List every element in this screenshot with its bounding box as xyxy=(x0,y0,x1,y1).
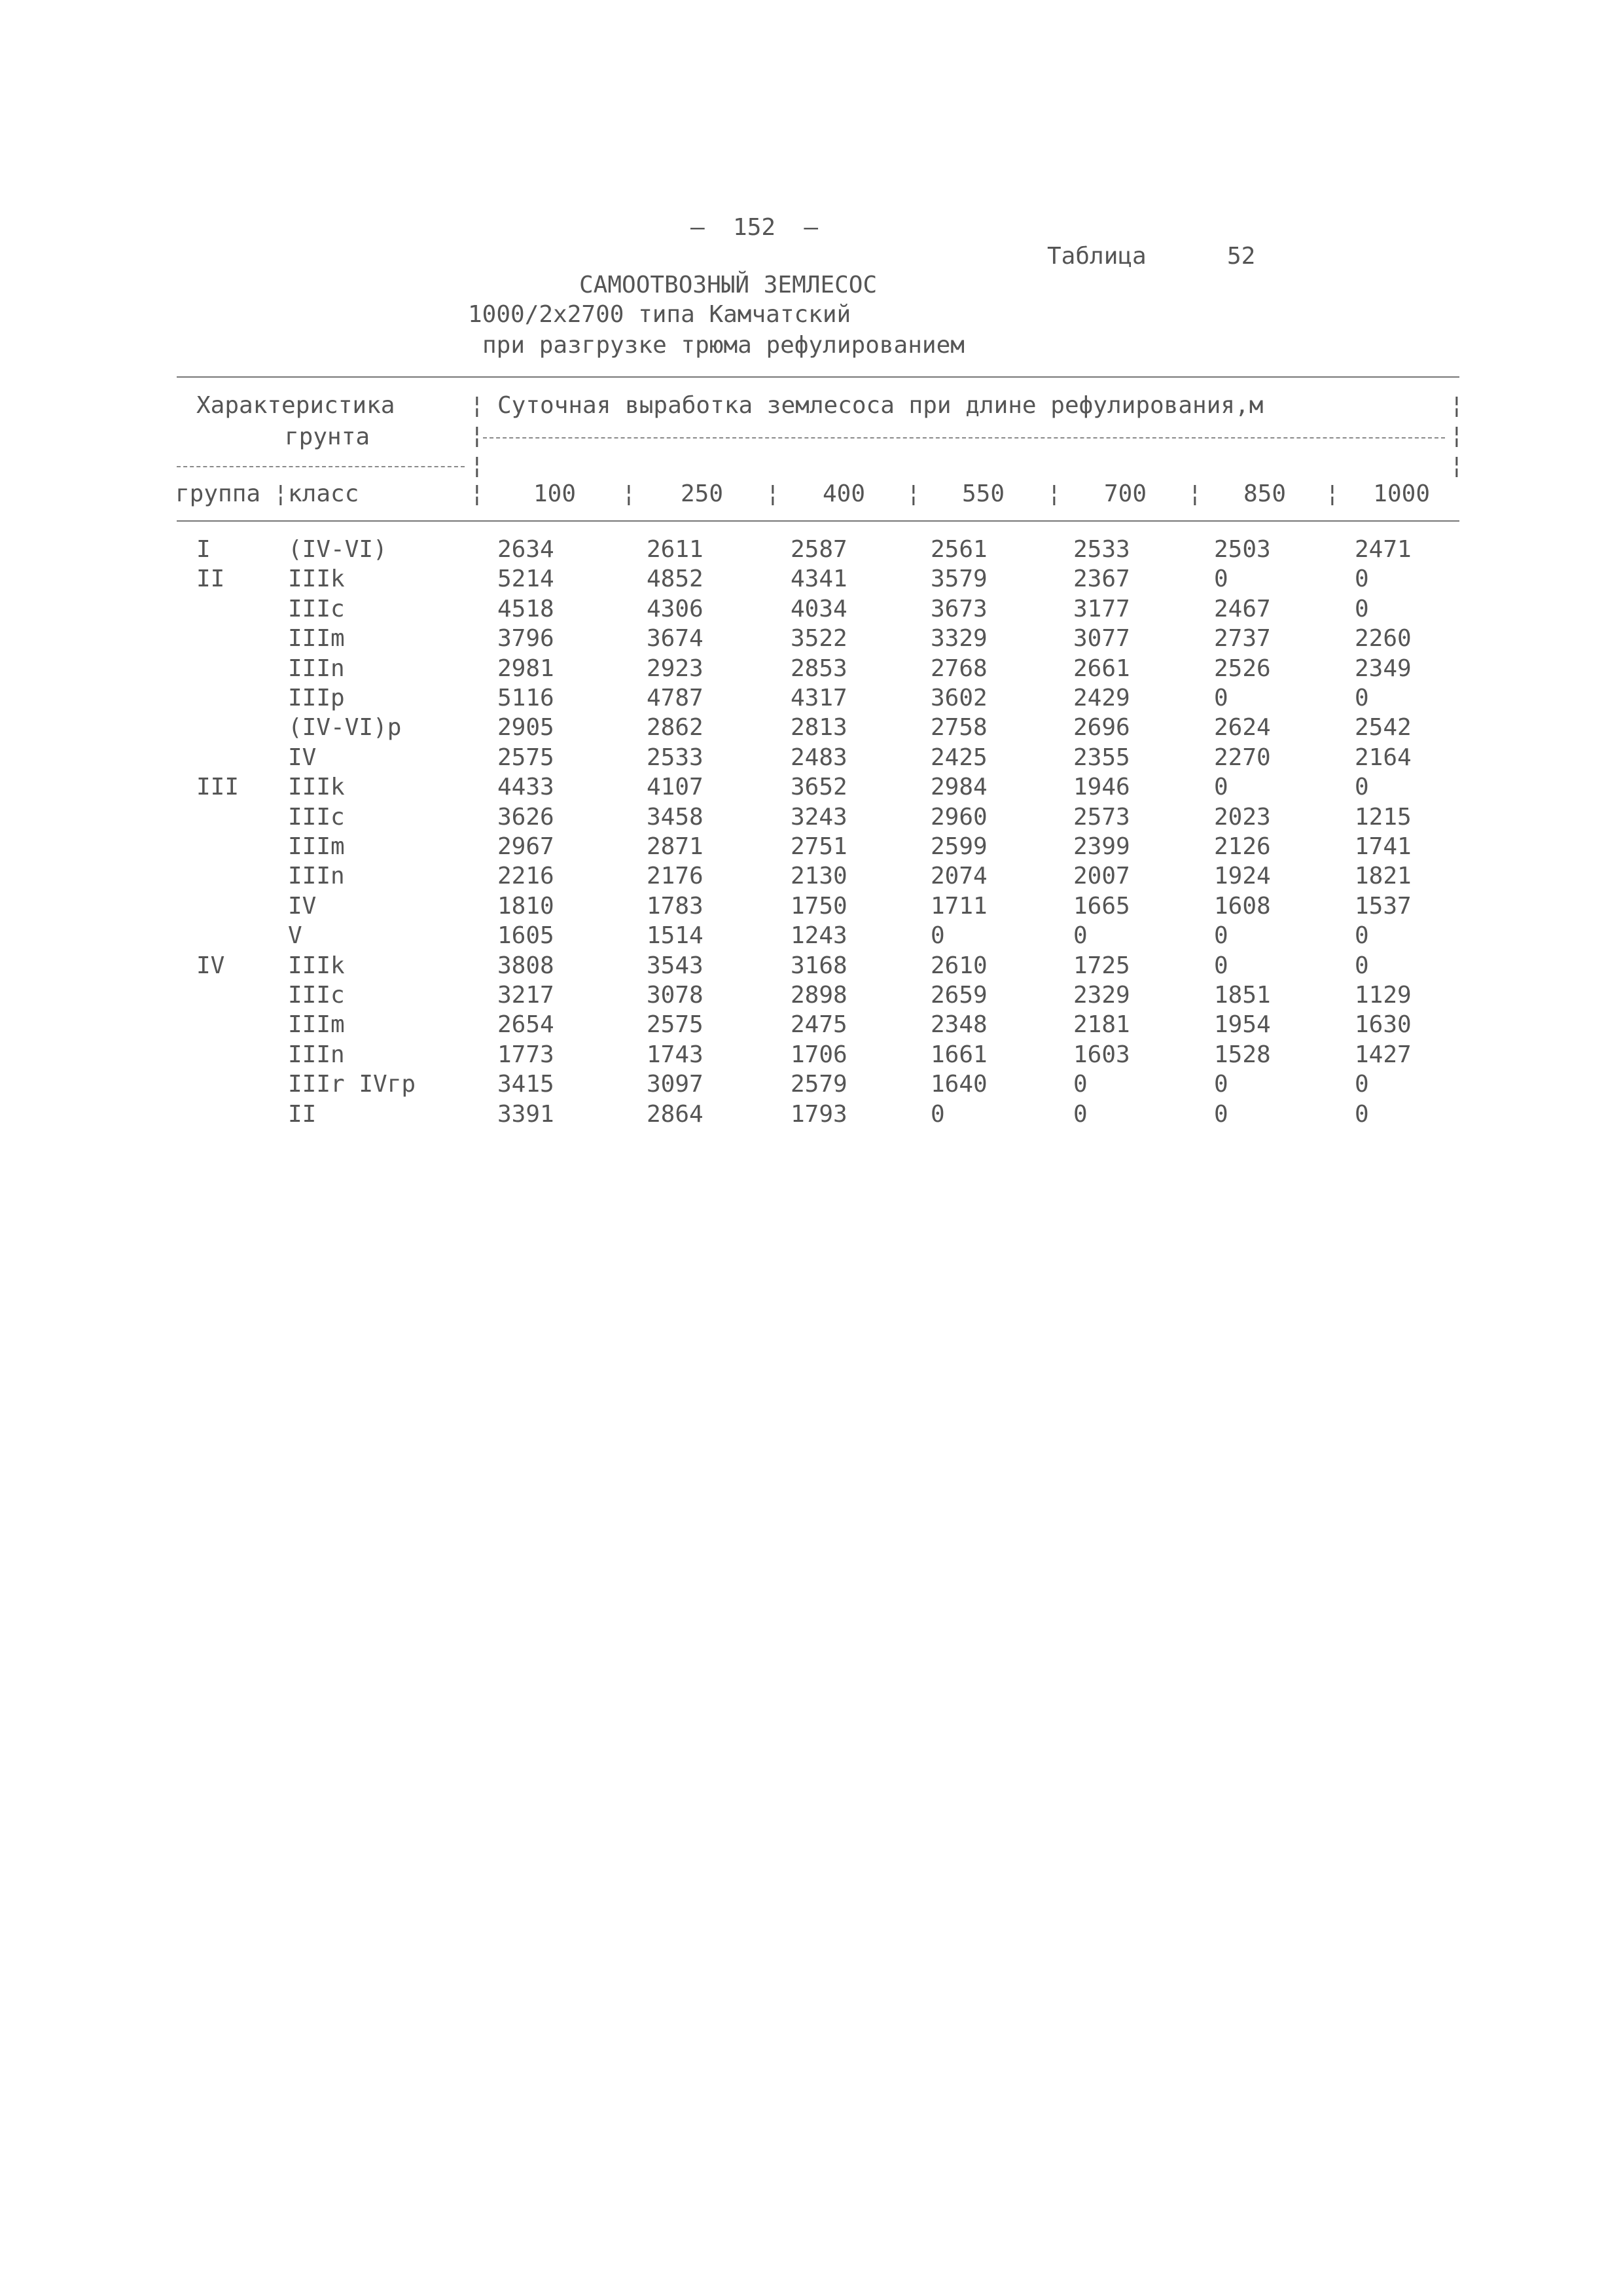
cell-class: IIIn xyxy=(288,863,345,889)
cell-class: (IV-VI) xyxy=(288,536,387,563)
cell-value: 2164 xyxy=(1355,744,1412,771)
cell-class: IIIm xyxy=(288,1011,345,1038)
cell-value: 0 xyxy=(931,1101,945,1128)
cell-value: 4306 xyxy=(647,596,704,622)
cell-value: 3391 xyxy=(497,1101,554,1128)
cell-value: 2561 xyxy=(931,536,988,563)
cell-class: IIIk xyxy=(288,952,345,979)
cell-value: 2967 xyxy=(497,833,554,860)
cell-value: 3602 xyxy=(931,685,988,711)
cell-class: IIIr IVгр xyxy=(288,1071,416,1098)
cell-value: 0 xyxy=(1214,952,1228,979)
cell-value: 0 xyxy=(1355,922,1369,949)
cell-value: 2425 xyxy=(931,744,988,771)
cell-value: 1725 xyxy=(1073,952,1130,979)
cell-value: 3177 xyxy=(1073,596,1130,622)
cell-value: 1640 xyxy=(931,1071,988,1098)
cell-value: 2575 xyxy=(647,1011,704,1038)
header-separator: ¦ xyxy=(470,480,484,507)
cell-value: 2355 xyxy=(1073,744,1130,771)
cell-value: 3543 xyxy=(647,952,704,979)
title-line-1: САМООТВОЗНЫЙ ЗЕМЛЕСОС xyxy=(579,272,878,298)
cell-value: 0 xyxy=(1073,922,1088,949)
cell-value: 3243 xyxy=(791,804,847,831)
cell-value: 2471 xyxy=(1355,536,1412,563)
cell-value: 1514 xyxy=(647,922,704,949)
cell-value: 2960 xyxy=(931,804,988,831)
cell-value: 2579 xyxy=(791,1071,847,1098)
cell-class: IIIc xyxy=(288,982,345,1009)
cell-value: 2871 xyxy=(647,833,704,860)
header-separator: ¦ xyxy=(274,480,288,507)
header-dashed-rule xyxy=(483,437,1445,439)
cell-value: 2575 xyxy=(497,744,554,771)
table-top-rule xyxy=(177,376,1459,378)
cell-value: 3522 xyxy=(791,625,847,652)
cell-value: 4317 xyxy=(791,685,847,711)
cell-value: 1528 xyxy=(1214,1041,1271,1068)
cell-class: II xyxy=(288,1101,317,1128)
header-daily-output: Суточная выработка землесоса при длине рефулирования,м xyxy=(497,392,1264,419)
header-distance: 250 xyxy=(680,480,723,507)
cell-value: 3415 xyxy=(497,1071,554,1098)
cell-class: V xyxy=(288,922,302,949)
cell-value: 2270 xyxy=(1214,744,1271,771)
cell-value: 4518 xyxy=(497,596,554,622)
cell-class: IV xyxy=(288,744,317,771)
cell-value: 1773 xyxy=(497,1041,554,1068)
cell-value: 0 xyxy=(1355,952,1369,979)
header-soil-characteristic-line1: Характеристика xyxy=(196,392,395,419)
header-distance: 400 xyxy=(822,480,865,507)
cell-value: 2611 xyxy=(647,536,704,563)
cell-value: 1750 xyxy=(791,893,847,920)
header-separator: ¦ xyxy=(1188,480,1202,507)
cell-value: 2661 xyxy=(1073,655,1130,682)
cell-class: IIIk xyxy=(288,774,345,800)
cell-value: 3652 xyxy=(791,774,847,800)
cell-value: 3626 xyxy=(497,804,554,831)
cell-value: 3674 xyxy=(647,625,704,652)
cell-class: IV xyxy=(288,893,317,920)
cell-value: 2737 xyxy=(1214,625,1271,652)
header-separator: ¦ xyxy=(766,480,780,507)
cell-value: 2768 xyxy=(931,655,988,682)
cell-value: 1605 xyxy=(497,922,554,949)
cell-value: 0 xyxy=(1214,565,1228,592)
cell-value: 2367 xyxy=(1073,565,1130,592)
cell-value: 1630 xyxy=(1355,1011,1412,1038)
cell-value: 3458 xyxy=(647,804,704,831)
cell-value: 0 xyxy=(1073,1101,1088,1128)
header-separator: ¦ xyxy=(1450,422,1464,449)
table-number: 52 xyxy=(1227,243,1256,270)
cell-value: 2074 xyxy=(931,863,988,889)
cell-value: 0 xyxy=(1355,1071,1369,1098)
header-distance: 550 xyxy=(961,480,1005,507)
title-line-2: 1000/2x2700 типа Камчатский xyxy=(468,301,851,328)
cell-value: 0 xyxy=(1214,1101,1228,1128)
cell-value: 0 xyxy=(1355,565,1369,592)
header-bottom-rule xyxy=(177,520,1459,522)
cell-value: 2023 xyxy=(1214,804,1271,831)
table-label: Таблица xyxy=(1047,243,1147,270)
cell-value: 2853 xyxy=(791,655,847,682)
cell-class: IIIc xyxy=(288,804,345,831)
cell-value: 2599 xyxy=(931,833,988,860)
cell-value: 3579 xyxy=(931,565,988,592)
cell-group: I xyxy=(196,536,211,563)
cell-value: 2981 xyxy=(497,655,554,682)
cell-value: 3078 xyxy=(647,982,704,1009)
cell-value: 2573 xyxy=(1073,804,1130,831)
cell-value: 3097 xyxy=(647,1071,704,1098)
cell-value: 2126 xyxy=(1214,833,1271,860)
cell-value: 1608 xyxy=(1214,893,1271,920)
header-separator: ¦ xyxy=(1325,480,1340,507)
cell-class: IIIn xyxy=(288,1041,345,1068)
cell-value: 2542 xyxy=(1355,714,1412,741)
cell-value: 5214 xyxy=(497,565,554,592)
cell-value: 3217 xyxy=(497,982,554,1009)
header-separator: ¦ xyxy=(470,392,484,419)
cell-value: 2905 xyxy=(497,714,554,741)
cell-value: 1243 xyxy=(791,922,847,949)
header-separator: ¦ xyxy=(1450,452,1464,479)
cell-value: 2176 xyxy=(647,863,704,889)
cell-value: 3329 xyxy=(931,625,988,652)
cell-value: 4034 xyxy=(791,596,847,622)
cell-value: 3077 xyxy=(1073,625,1130,652)
cell-class: IIIk xyxy=(288,565,345,592)
cell-value: 2216 xyxy=(497,863,554,889)
cell-value: 2624 xyxy=(1214,714,1271,741)
cell-value: 2329 xyxy=(1073,982,1130,1009)
cell-value: 0 xyxy=(1073,1071,1088,1098)
cell-value: 2260 xyxy=(1355,625,1412,652)
cell-value: 1215 xyxy=(1355,804,1412,831)
cell-value: 2483 xyxy=(791,744,847,771)
cell-group: III xyxy=(196,774,240,800)
cell-value: 3796 xyxy=(497,625,554,652)
header-separator: ¦ xyxy=(470,452,484,479)
cell-value: 1793 xyxy=(791,1101,847,1128)
cell-value: 2634 xyxy=(497,536,554,563)
cell-value: 2864 xyxy=(647,1101,704,1128)
cell-value: 2429 xyxy=(1073,685,1130,711)
cell-value: 2587 xyxy=(791,536,847,563)
cell-value: 2130 xyxy=(791,863,847,889)
cell-value: 4107 xyxy=(647,774,704,800)
cell-value: 1129 xyxy=(1355,982,1412,1009)
cell-value: 0 xyxy=(1214,922,1228,949)
cell-value: 2898 xyxy=(791,982,847,1009)
cell-value: 2813 xyxy=(791,714,847,741)
header-separator: ¦ xyxy=(906,480,921,507)
cell-value: 2533 xyxy=(1073,536,1130,563)
cell-value: 1851 xyxy=(1214,982,1271,1009)
cell-value: 0 xyxy=(931,922,945,949)
cell-value: 2758 xyxy=(931,714,988,741)
cell-value: 1741 xyxy=(1355,833,1412,860)
cell-value: 0 xyxy=(1355,1101,1369,1128)
cell-value: 2923 xyxy=(647,655,704,682)
cell-value: 5116 xyxy=(497,685,554,711)
cell-value: 2181 xyxy=(1073,1011,1130,1038)
header-distance: 850 xyxy=(1243,480,1286,507)
cell-value: 0 xyxy=(1355,596,1369,622)
cell-value: 4852 xyxy=(647,565,704,592)
cell-value: 1821 xyxy=(1355,863,1412,889)
cell-class: IIIn xyxy=(288,655,345,682)
cell-value: 3673 xyxy=(931,596,988,622)
cell-value: 3808 xyxy=(497,952,554,979)
cell-value: 2399 xyxy=(1073,833,1130,860)
cell-value: 1665 xyxy=(1073,893,1130,920)
cell-value: 4433 xyxy=(497,774,554,800)
cell-value: 2610 xyxy=(931,952,988,979)
cell-value: 2659 xyxy=(931,982,988,1009)
cell-value: 1783 xyxy=(647,893,704,920)
cell-value: 4787 xyxy=(647,685,704,711)
cell-value: 2475 xyxy=(791,1011,847,1038)
cell-value: 1706 xyxy=(791,1041,847,1068)
header-group: группа xyxy=(175,480,261,507)
cell-value: 4341 xyxy=(791,565,847,592)
cell-value: 3168 xyxy=(791,952,847,979)
cell-value: 2696 xyxy=(1073,714,1130,741)
cell-value: 1743 xyxy=(647,1041,704,1068)
cell-value: 1537 xyxy=(1355,893,1412,920)
cell-value: 2467 xyxy=(1214,596,1271,622)
cell-value: 1661 xyxy=(931,1041,988,1068)
cell-group: IV xyxy=(196,952,225,979)
cell-value: 1711 xyxy=(931,893,988,920)
header-separator: ¦ xyxy=(622,480,636,507)
cell-value: 0 xyxy=(1355,685,1369,711)
cell-value: 2007 xyxy=(1073,863,1130,889)
header-separator: ¦ xyxy=(1047,480,1061,507)
cell-value: 1427 xyxy=(1355,1041,1412,1068)
cell-value: 0 xyxy=(1214,685,1228,711)
header-distance: 1000 xyxy=(1373,480,1430,507)
header-dashed-rule xyxy=(177,466,465,467)
cell-value: 1954 xyxy=(1214,1011,1271,1038)
cell-value: 2984 xyxy=(931,774,988,800)
cell-value: 0 xyxy=(1214,774,1228,800)
cell-value: 1603 xyxy=(1073,1041,1130,1068)
cell-value: 2533 xyxy=(647,744,704,771)
cell-value: 2654 xyxy=(497,1011,554,1038)
cell-value: 2526 xyxy=(1214,655,1271,682)
cell-group: II xyxy=(196,565,225,592)
cell-class: IIIm xyxy=(288,625,345,652)
cell-value: 1946 xyxy=(1073,774,1130,800)
cell-class: IIIp xyxy=(288,685,345,711)
header-distance: 100 xyxy=(533,480,576,507)
header-class: класс xyxy=(288,480,359,507)
cell-value: 1924 xyxy=(1214,863,1271,889)
cell-class: IIIc xyxy=(288,596,345,622)
cell-value: 2751 xyxy=(791,833,847,860)
cell-value: 0 xyxy=(1214,1071,1228,1098)
cell-value: 1810 xyxy=(497,893,554,920)
title-line-3: при разгрузке трюма рефулированием xyxy=(482,332,965,359)
cell-class: (IV-VI)p xyxy=(288,714,402,741)
cell-value: 0 xyxy=(1355,774,1369,800)
cell-value: 2348 xyxy=(931,1011,988,1038)
cell-value: 2349 xyxy=(1355,655,1412,682)
header-separator: ¦ xyxy=(1450,392,1464,419)
cell-value: 2503 xyxy=(1214,536,1271,563)
header-distance: 700 xyxy=(1103,480,1147,507)
header-separator: ¦ xyxy=(470,422,484,449)
page-number: – 152 – xyxy=(690,214,819,241)
cell-class: IIIm xyxy=(288,833,345,860)
header-soil-characteristic-line2: грунта xyxy=(285,423,370,450)
cell-value: 2862 xyxy=(647,714,704,741)
